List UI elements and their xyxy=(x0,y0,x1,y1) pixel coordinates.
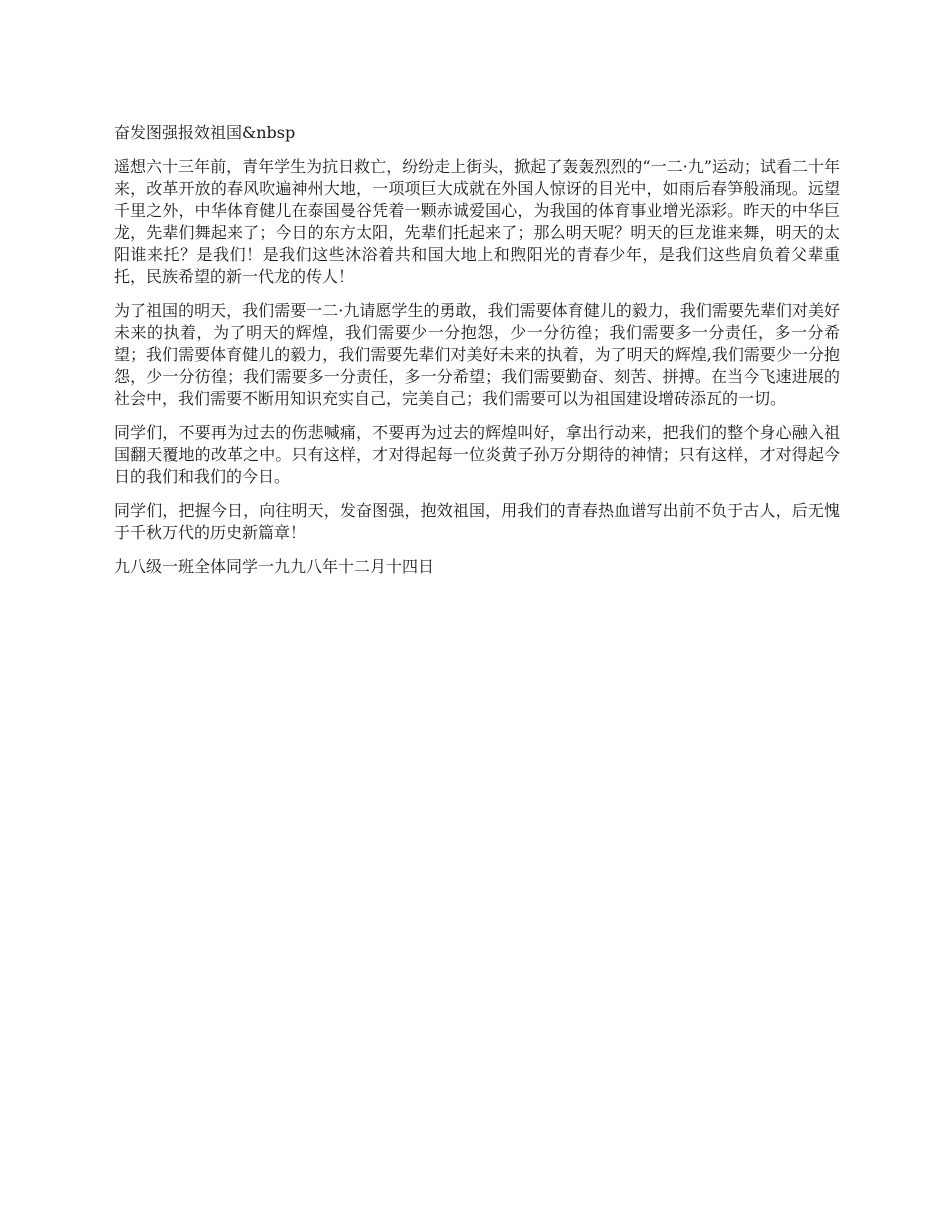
signature-line: 九八级一班全体同学一九九八年十二月十四日 xyxy=(114,557,435,576)
paragraph-3: 同学们，不要再为过去的伤悲喊痛，不要再为过去的辉煌叫好，拿出行动来，把我们的整个身心融入祖国翻天覆地的改革之中。只有这样，才对得起每一位炎黄子孙万分期待的神情；只有这样，才对得起今日的我们和我们的今日。 xyxy=(114,423,840,486)
document-title: 奋发图强报效祖国&nbsp xyxy=(114,123,296,142)
paragraph-1: 遥想六十三年前，青年学生为抗日救亡，纷纷走上街头，掀起了轰轰烈烈的“一二·九”运动；试看二十年来，改革开放的春风吹遍神州大地，一项项巨大成就在外国人惊讶的目光中，如雨后春笋般涌现。远望千里之外，中华体育健儿在泰国曼谷凭着一颗赤诚爱国心，为我国的体育事业增光添彩。昨天的中华巨龙，先辈们舞起来了；今日的东方太阳，先辈们托起来了；那么明天呢？明天的巨龙谁来舞，明天的太阳谁来托？是我们！是我们这些沐浴着共和国大地上和煦阳光的青春少年，是我们这些肩负着父辈重托，民族希望的新一代龙的传人！ xyxy=(114,157,840,286)
paragraph-4: 同学们，把握今日，向往明天，发奋图强，抱效祖国，用我们的青春热血谱写出前不负于古人，后无愧于千秋万代的历史新篇章！ xyxy=(114,501,840,542)
document-page xyxy=(114,122,840,578)
paragraph-2: 为了祖国的明天，我们需要一二·九请愿学生的勇敢，我们需要体育健儿的毅力，我们需要先辈们对美好未来的执着，为了明天的辉煌，我们需要少一分抱怨，少一分彷徨；我们需要多一分责任，多一分希望；我们需要体育健儿的毅力，我们需要先辈们对美好未来的执着，为了明天的辉煌,我们需要少一分抱怨，少一分彷徨；我们需要多一分责任，多一分希望；我们需要勤奋、刻苦、拼搏。在当今飞速进展的社会中，我们需要不断用知识充实自己，完美自己；我们需要可以为祖国建设增砖添瓦的一切。 xyxy=(114,301,840,408)
